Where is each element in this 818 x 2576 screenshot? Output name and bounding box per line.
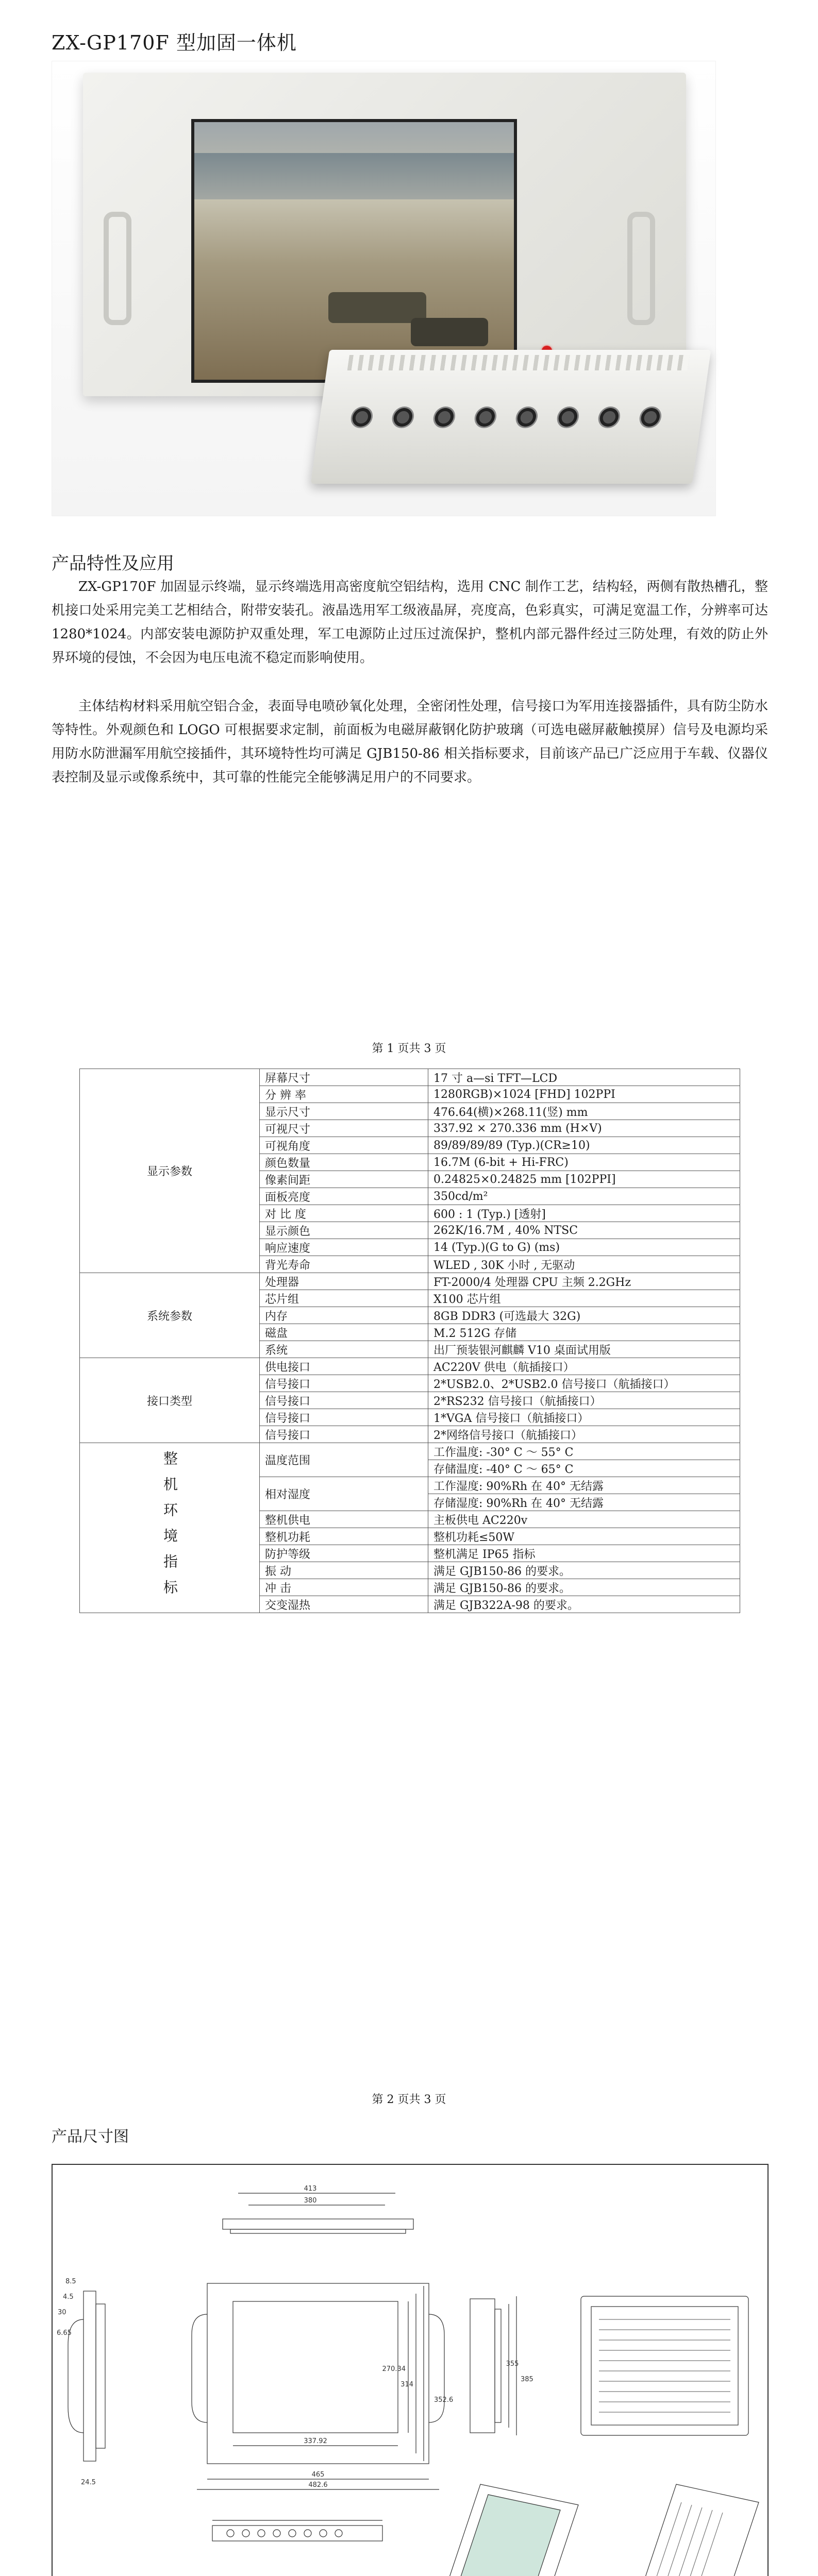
value-cell: 1280RGB)×1024 [FHD] 102PPI (428, 1086, 740, 1103)
item-cell: 防护等级 (260, 1545, 428, 1562)
item-cell: 显示颜色 (260, 1222, 428, 1239)
value-cell: 存储温度: -40° C ～ 65° C (428, 1460, 740, 1477)
value-cell: 2*USB2.0、2*USB2.0 信号接口（航插接口） (428, 1375, 740, 1392)
item-cell: 颜色数量 (260, 1154, 428, 1171)
item-cell: 可视角度 (260, 1137, 428, 1154)
product-photo (52, 61, 716, 516)
item-cell: 整机功耗 (260, 1528, 428, 1545)
drawing-svg (53, 2165, 767, 2576)
value-cell: 17 寸 a—si TFT—LCD (428, 1069, 740, 1086)
value-cell: 存储湿度: 90%Rh 在 40° 无结露 (428, 1494, 740, 1511)
item-cell: 整机供电 (260, 1511, 428, 1528)
item-cell: 供电接口 (260, 1358, 428, 1375)
value-cell: 0.24825×0.24825 mm [102PPI] (428, 1171, 740, 1188)
right-handle-illustration (627, 212, 655, 325)
top-view (223, 2185, 413, 2233)
dim-label: 314 (400, 2381, 413, 2388)
dim-label: 6.65 (57, 2329, 72, 2337)
section-heading: 产品特性及应用 (52, 553, 174, 574)
item-cell: 温度范围 (260, 1443, 428, 1477)
value-cell: 16.7M (6-bit + Hi-FRC) (428, 1154, 740, 1171)
dim-label: 355 (506, 2360, 519, 2368)
value-cell: 工作温度: -30° C ～ 55° C (428, 1443, 740, 1460)
item-cell: 相对湿度 (260, 1477, 428, 1511)
item-cell: 信号接口 (260, 1375, 428, 1392)
front-view (192, 2283, 453, 2489)
category-cell: 系统参数 (80, 1273, 260, 1358)
value-cell: 工作湿度: 90%Rh 在 40° 无结露 (428, 1477, 740, 1494)
value-cell: 600 : 1 (Typ.) [透射] (428, 1205, 740, 1222)
dim-label: 385 (521, 2376, 533, 2383)
table-row (80, 1358, 740, 1375)
item-cell: 振 动 (260, 1562, 428, 1579)
value-cell: 2*网络信号接口（航插接口） (428, 1426, 740, 1443)
dim-label: 8.5 (65, 2278, 76, 2285)
category-cell: 显示参数 (80, 1069, 260, 1273)
category-cell (80, 1443, 260, 1613)
item-cell: 响应速度 (260, 1239, 428, 1256)
value-cell: 8GB DDR3 (可选最大 32G) (428, 1307, 740, 1324)
isometric-rear-view (635, 2484, 764, 2576)
table-row (80, 1273, 740, 1290)
page-footer: 第 1 页共 3 页 (372, 1042, 446, 1055)
value-cell: WLED , 30K 小时 , 无驱动 (428, 1256, 740, 1273)
dim-label: 270.34 (382, 2365, 406, 2373)
side-view-middle (470, 2296, 533, 2435)
rear-chassis-illustration (311, 350, 711, 484)
dimension-heading: 产品尺寸图 (52, 2128, 129, 2146)
item-cell: 可视尺寸 (260, 1120, 428, 1137)
dim-label: 337.92 (304, 2437, 327, 2445)
dim-label: 413 (304, 2185, 317, 2193)
item-cell: 信号接口 (260, 1392, 428, 1409)
item-cell: 磁盘 (260, 1324, 428, 1341)
isometric-front-view (444, 2484, 578, 2576)
side-view-left (57, 2278, 105, 2486)
dim-label: 30 (58, 2309, 66, 2316)
dim-label: 352.6 (434, 2396, 454, 2404)
value-cell: 14 (Typ.)(G to G) (ms) (428, 1239, 740, 1256)
value-cell: 出厂预装银河麒麟 V10 桌面试用版 (428, 1341, 740, 1358)
item-cell: 处理器 (260, 1273, 428, 1290)
item-cell: 信号接口 (260, 1409, 428, 1426)
dim-label: 380 (304, 2197, 317, 2205)
item-cell: 显示尺寸 (260, 1103, 428, 1120)
display-panel-illustration (83, 73, 686, 396)
value-cell: 整机功耗≤50W (428, 1528, 740, 1545)
dim-label: 465 (311, 2471, 325, 2479)
dim-label: 24.5 (81, 2479, 96, 2486)
item-cell: 系统 (260, 1341, 428, 1358)
dim-label: 4.5 (63, 2293, 74, 2301)
value-cell: FT-2000/4 处理器 CPU 主频 2.2GHz (428, 1273, 740, 1290)
item-cell: 分 辨 率 (260, 1086, 428, 1103)
item-cell: 面板亮度 (260, 1188, 428, 1205)
table-row (80, 1443, 740, 1460)
value-cell: 满足 GJB150-86 的要求。 (428, 1562, 740, 1579)
connector-panel-view (212, 2520, 382, 2541)
value-cell: 满足 GJB322A-98 的要求。 (428, 1596, 740, 1613)
item-cell: 内存 (260, 1307, 428, 1324)
value-cell: 整机满足 IP65 指标 (428, 1545, 740, 1562)
value-cell: 满足 GJB150-86 的要求。 (428, 1579, 740, 1596)
dimension-drawing (52, 2164, 769, 2576)
item-cell: 信号接口 (260, 1426, 428, 1443)
value-cell: 2*RS232 信号接口（航插接口） (428, 1392, 740, 1409)
value-cell: M.2 512G 存储 (428, 1324, 740, 1341)
item-cell: 交变湿热 (260, 1596, 428, 1613)
page-footer: 第 2 页共 3 页 (372, 2093, 446, 2106)
value-cell: 262K/16.7M , 40% NTSC (428, 1222, 740, 1239)
value-cell: 89/89/89/89 (Typ.)(CR≥10) (428, 1137, 740, 1154)
table-row (80, 1069, 740, 1086)
item-cell: 背光寿命 (260, 1256, 428, 1273)
value-cell: 主板供电 AC220v (428, 1511, 740, 1528)
rear-view (581, 2296, 748, 2435)
category-vertical-text: 整机环境指标 (161, 1450, 178, 1605)
screen-image (191, 119, 517, 383)
item-cell: 对 比 度 (260, 1205, 428, 1222)
value-cell: 476.64(横)×268.11(竖) mm (428, 1103, 740, 1120)
document-title: ZX-GP170F 型加固一体机 (52, 31, 297, 54)
value-cell: 1*VGA 信号接口（航插接口） (428, 1409, 740, 1426)
item-cell: 像素间距 (260, 1171, 428, 1188)
value-cell: 350cd/m² (428, 1188, 740, 1205)
description-paragraph: ZX-GP170F 加固显示终端，显示终端选用高密度航空铝结构，选用 CNC 制作工艺，结构轻，两侧有散热槽孔，整机接口处采用完美工艺相结合，附带安装孔。液晶选用军工级液晶屏，亮度高，色彩真实，可满足宽温工作，分辨率可达 1280*1024。内部安装电源防护双重处理，军工电源防止过压过流保护，整机内部元器件经过三防处理，有效的防止外界环境的侵蚀，不会因为电压电流不稳定而影响使用。 (52, 579, 768, 666)
left-handle-illustration (104, 212, 131, 325)
description-paragraph: 主体结构材料采用航空铝合金，表面导电喷砂氧化处理，全密闭性处理，信号接口为军用连接器插件，具有防尘防水等特性。外观颜色和 LOGO 可根据要求定制，前面板为电磁屏蔽钢化防护玻璃（可选电磁屏蔽触摸屏）信号及电源均采用防水防泄漏军用航空接插件，其环境特性均可满足 GJB150-86 相关指标要求，目前该产品已广泛应用于车载、仪器仪表控制及显示或像系统中，其可靠的性能完全能够满足用户的不同要求。 (52, 699, 768, 785)
value-cell: AC220V 供电（航插接口） (428, 1358, 740, 1375)
item-cell: 芯片组 (260, 1290, 428, 1307)
item-cell: 屏幕尺寸 (260, 1069, 428, 1086)
dim-label: 482.6 (308, 2481, 328, 2489)
value-cell: X100 芯片组 (428, 1290, 740, 1307)
value-cell: 337.92 × 270.336 mm (H×V) (428, 1120, 740, 1137)
item-cell: 冲 击 (260, 1579, 428, 1596)
category-cell: 接口类型 (80, 1358, 260, 1443)
spec-table (79, 1069, 740, 1613)
